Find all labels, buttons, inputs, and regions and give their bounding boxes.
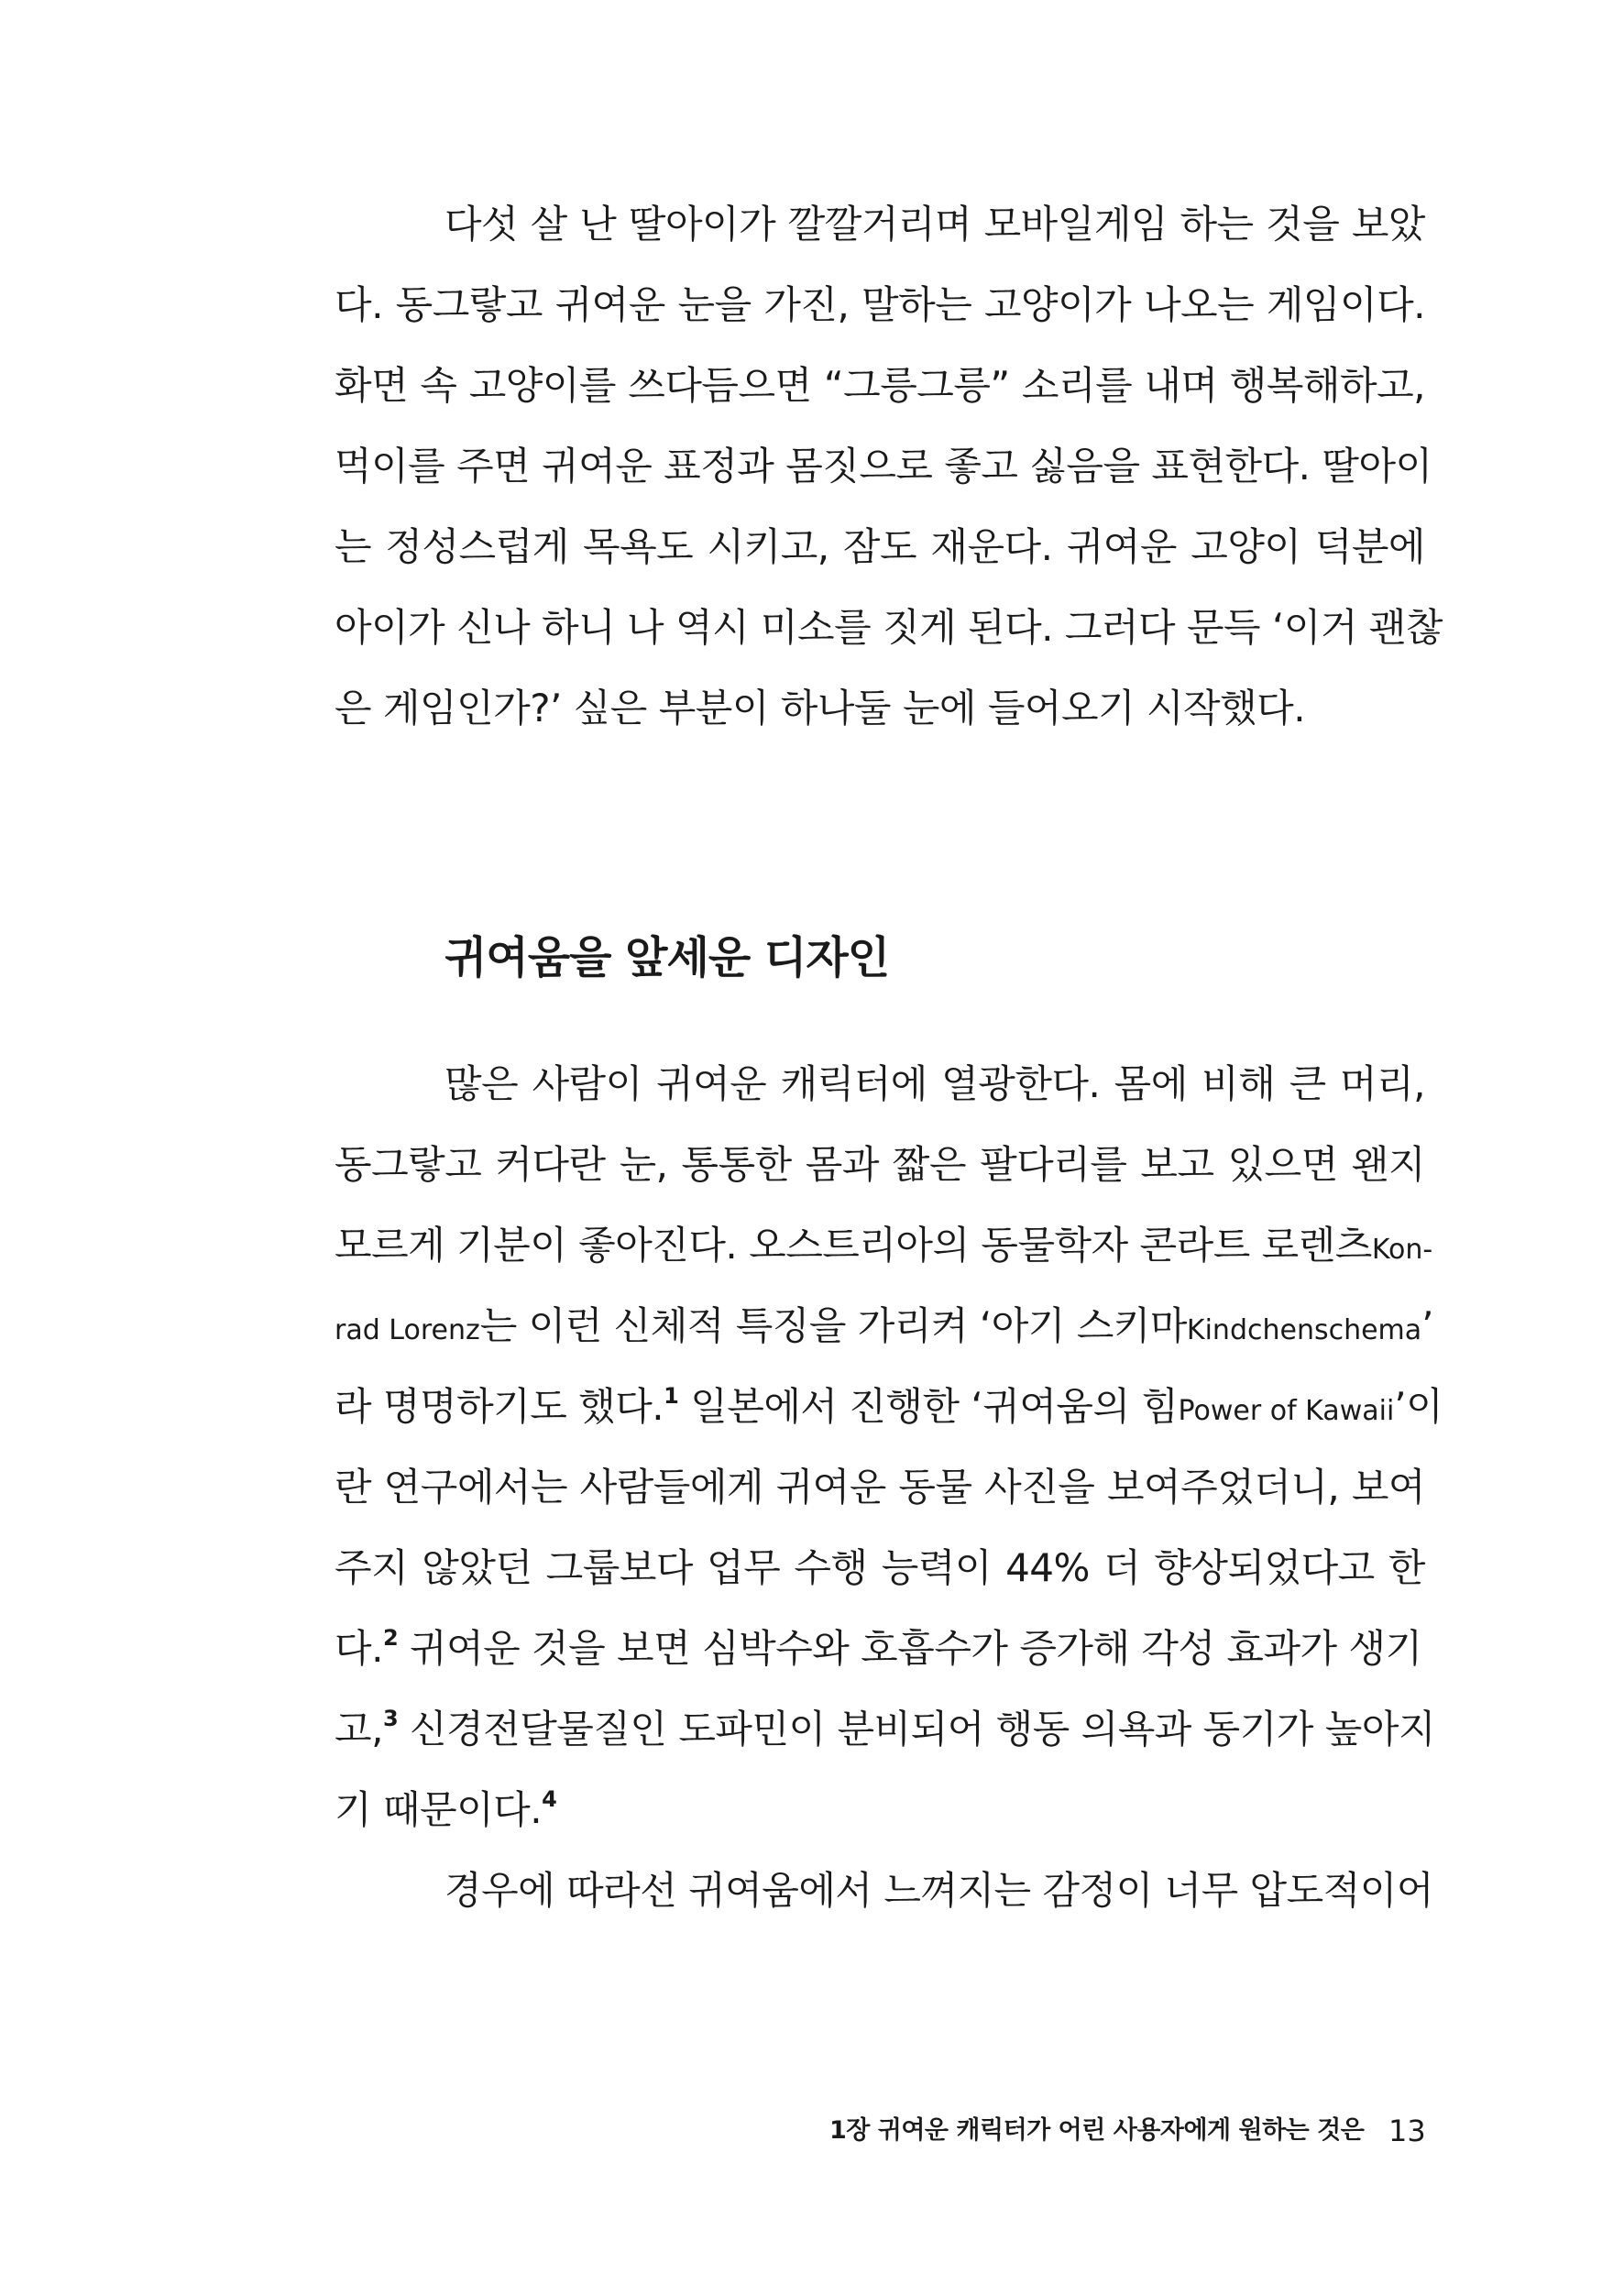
latin-term: Kon-	[1371, 1234, 1433, 1266]
paragraph-2-line-1: 많은 사람이 귀여운 캐릭터에 열광한다. 몸에 비해 큰 머리,	[444, 1061, 1425, 1106]
paragraph-2-line-9	[335, 1699, 1435, 1760]
text-run: 신경전달물질인 도파민이 분비되어 행동 의욕과 동기가 높아지	[398, 1707, 1435, 1751]
text-run: 라 명명하기도 했다.	[335, 1384, 664, 1429]
paragraph-1-line-6: 아이가 신나 하니 나 역시 미소를 짓게 된다. 그러다 문득 ‘이거 괜찮	[335, 605, 1443, 650]
paragraph-2-line-7: 주지 않았던 그룹보다 업무 수행 능력이 44% 더 향상되었다고 한	[335, 1545, 1425, 1590]
paragraph-2-line-10	[335, 1780, 1425, 1840]
page-number: 13	[1388, 2114, 1426, 2148]
text-run: 는 이런 신체적 특징을 가리켜 ‘아기 스키마	[479, 1303, 1187, 1348]
paragraph-1-line-3: 화면 속 고양이를 쓰다듬으면 “그릉그릉” 소리를 내며 행복해하고,	[335, 363, 1425, 408]
section-heading: 귀여움을 앞세운 디자인	[444, 932, 890, 983]
latin-term: rad Lorenz	[335, 1314, 480, 1346]
text-run: 일본에서 진행한 ‘귀여움의 힘	[678, 1384, 1179, 1429]
footnote-marker: 1	[664, 1383, 679, 1409]
running-footer-chapter: 1장 귀여운 캐릭터가 어린 사용자에게 원하는 것은	[829, 2116, 1365, 2145]
paragraph-1-line-7: 은 게임인가?’ 싶은 부분이 하나둘 눈에 들어오기 시작했다.	[335, 686, 1306, 730]
text-run: ’	[1421, 1303, 1434, 1348]
paragraph-2-line-8	[335, 1619, 1425, 1679]
footnote-marker: 3	[382, 1706, 399, 1731]
text-run: ’이	[1394, 1384, 1443, 1429]
paragraph-3-line-1: 경우에 따라선 귀여움에서 느껴지는 감정이 너무 압도적이어	[444, 1868, 1433, 1913]
paragraph-2-line-6: 란 연구에서는 사람들에게 귀여운 동물 사진을 보여주었더니, 보여	[335, 1465, 1425, 1510]
text-run: 기 때문이다.	[335, 1787, 543, 1832]
paragraph-1-line-5: 는 정성스럽게 목욕도 시키고, 잠도 재운다. 귀여운 고양이 덕분에	[335, 524, 1425, 569]
footnote-marker: 4	[542, 1786, 557, 1812]
paragraph-2-line-5	[335, 1377, 1443, 1437]
text-run: 다.	[335, 1626, 383, 1671]
latin-term: Power of Kawaii	[1178, 1395, 1395, 1427]
paragraph-1-line-1: 다섯 살 난 딸아이가 깔깔거리며 모바일게임 하는 것을 보았	[444, 202, 1425, 247]
paragraph-1-line-2: 다. 동그랗고 귀여운 눈을 가진, 말하는 고양이가 나오는 게임이다.	[335, 282, 1425, 327]
paragraph-1-line-4: 먹이를 주면 귀여운 표정과 몸짓으로 좋고 싫음을 표현한다. 딸아이	[335, 444, 1432, 489]
paragraph-2-line-4	[335, 1296, 1434, 1356]
latin-term: Kindchenschema	[1186, 1314, 1422, 1346]
text-run: 고,	[335, 1707, 383, 1751]
paragraph-2-line-3	[335, 1215, 1433, 1276]
footnote-marker: 2	[382, 1625, 399, 1651]
text-run: 귀여운 것을 보면 심박수와 호흡수가 증가해 각성 효과가 생기	[398, 1626, 1422, 1671]
paragraph-2-line-2: 동그랗고 커다란 눈, 통통한 몸과 짧은 팔다리를 보고 있으면 왠지	[335, 1142, 1425, 1187]
text-run: 모르게 기분이 좋아진다. 오스트리아의 동물학자 콘라트 로렌츠	[335, 1223, 1372, 1268]
